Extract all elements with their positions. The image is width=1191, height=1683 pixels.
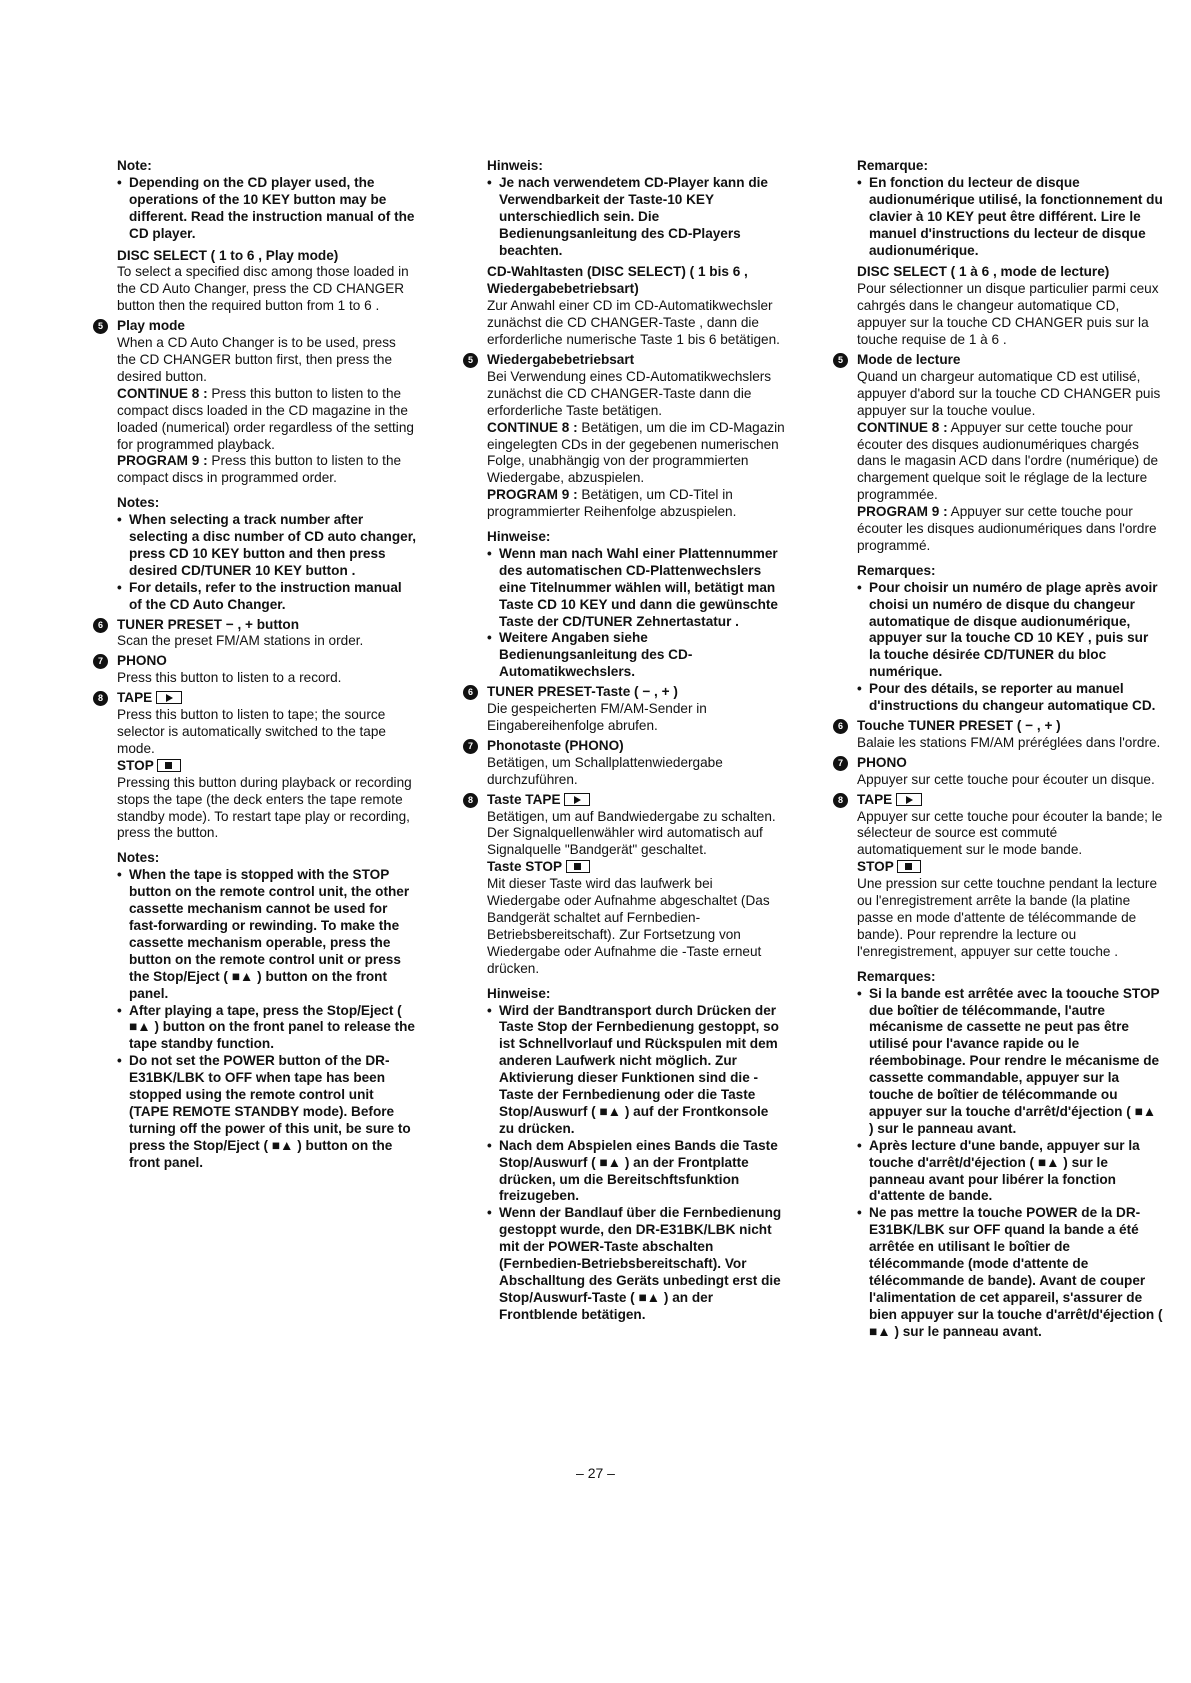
tape-title: Taste TAPE: [487, 791, 561, 807]
play-mode-section: [97, 318, 417, 613]
disc-select-text: Pour sélectionner un disque particulier parmi ceux cahrgés dans le changeur automatique CD, appuyer sur la touche CD CHANGER puis sur la touche requise de 1 à 6 .: [857, 281, 1159, 348]
tuner-preset-section: [97, 616, 417, 651]
notes-item: • Nach dem Abspielen eines Bands die Taste Stop/Auswurf ( ■▲ ) an der Frontplatte drücken, um die Bereitschftsfunktion freizugeben.: [487, 1138, 787, 1206]
stop-title: STOP: [117, 757, 154, 773]
phono-text: Appuyer sur cette touche pour écouter un disque.: [857, 771, 1155, 787]
play-mode-title: Mode de lecture: [857, 351, 961, 367]
note-list: [487, 175, 787, 260]
notes-heading: Hinweise:: [487, 985, 551, 1001]
continue-label: CONTINUE 8 :: [117, 385, 208, 401]
phono-text: Press this button to listen to a record.: [117, 670, 342, 686]
notes-list: [117, 512, 417, 613]
note-item: • Depending on the CD player used, the operations of the 10 KEY button may be different. Read the instruction manual of the CD player.: [117, 175, 417, 243]
tuner-preset-text: Balaie les stations FM/AM préréglées dans l'ordre.: [857, 734, 1161, 750]
play-mode-text: When a CD Auto Changer is to be used, press the CD CHANGER button first, then press the desired button.: [117, 335, 396, 384]
notes-heading: Notes:: [117, 850, 160, 866]
note-item: • Je nach verwendetem CD-Player kann die Verwendbarkeit der Taste-10 KEY unterschiedlich sein. Die Bedienungsanleitung des CD-Players beachten.: [487, 175, 787, 260]
tape-title: TAPE: [857, 791, 893, 807]
tuner-preset-text: Scan the preset FM/AM stations in order.: [117, 633, 364, 649]
tuner-preset-text: Die gespeicherten FM/AM-Sender in Eingabereihenfolge abrufen.: [487, 701, 707, 733]
stop-text: Une pression sur cette touchne pendant la lecture ou l'enregistrement arrête la bande (la platine passe en mode d'attente de télécommande de bande). Pour reprendre la lecture ou l'enregistrement, appuyer sur cette touche .: [857, 876, 1158, 959]
stop-text: Pressing this button during playback or recording stops the tape (the deck enters the tape remote standby mode). To restart tape play or recording, press the button.: [117, 774, 412, 841]
notes-item: • When the tape is stopped with the STOP button on the remote control unit, the other cassette mechanism cannot be used for fast-forwarding or rewinding. To make the cassette mechanism operable, press the button on the remote control unit or press the Stop/Eject ( ■▲ ) button on the front panel.: [117, 867, 417, 1002]
section-number: 5: [463, 353, 478, 368]
note-heading: Hinweis:: [487, 158, 543, 173]
notes-list: [487, 546, 787, 681]
tape-text: Appuyer sur cette touche pour écouter la bande; le sélecteur de source est commuté automatiquement sur le mode bande.: [857, 808, 1163, 858]
play-icon: [156, 691, 182, 704]
tuner-preset-section: [837, 718, 1163, 752]
stop-title: STOP: [857, 859, 894, 875]
section-number: 7: [833, 756, 848, 771]
section-number: 5: [833, 353, 848, 368]
section-number: 8: [93, 691, 108, 706]
continue-text: Appuyer sur cette touche pour écouter des disques audionumériques chargés dans le magasin ACD dans l'ordre (numérique) de chargement quelque soit le réglage de la lecture programmée.: [857, 419, 1159, 503]
note-list: [857, 175, 1163, 260]
program-label: PROGRAM 9 :: [117, 453, 208, 469]
section-number: 6: [93, 618, 108, 633]
section-number: 6: [833, 719, 848, 734]
tuner-preset-title: TUNER PRESET − , + button: [117, 616, 300, 632]
play-icon: [896, 793, 922, 806]
tuner-preset-section: [467, 684, 787, 735]
notes-item: • Pour des détails, se reporter au manuel d'instructions du changeur automatique CD.: [857, 681, 1163, 715]
disc-select-title: CD-Wahltasten (DISC SELECT) ( 1 bis 6 , Wiedergabebetriebsart): [487, 264, 748, 297]
notes-item: • Weitere Angaben siehe Bedienungsanleitung des CD-Automatikwechslers.: [487, 630, 787, 681]
notes-item: • When selecting a track number after selecting a disc number of CD auto changer, press CD 10 KEY button and then press desired CD/TUNER 10 KEY button .: [117, 512, 417, 580]
tape-text: Press this button to listen to tape; the source selector is automatically switched to the tape mode.: [117, 707, 386, 756]
continue-text: Betätigen, um die im CD-Magazin eingelegten CDs in der gegebenen numerischen Folge, unabhängig von der programmierten Wiedergabe, abzuspielen.: [487, 419, 785, 486]
note-heading: Note:: [117, 158, 152, 173]
play-icon: [564, 793, 590, 806]
continue-text: Press this button to listen to the compact discs loaded in the CD magazine in the loaded (numerical) order regardless of the setting for programmed playback.: [117, 385, 414, 452]
notes-list: [857, 580, 1163, 715]
play-mode-title: Wiedergabebetriebsart: [487, 351, 635, 367]
tuner-preset-title: Touche TUNER PRESET ( − , + ): [857, 718, 1061, 733]
phono-text: Betätigen, um Schallplattenwiedergabe durchzuführen.: [487, 754, 723, 787]
stop-text: Mit dieser Taste wird das laufwerk bei Wiedergabe oder Aufnahme abgeschaltet (Das Bandgerät schaltet auf Fernbedien-Betriebsbereitschaft). Zur Fortsetzung von Wiedergabe oder Aufnahme die -Taste erneut drücken.: [487, 876, 770, 976]
play-mode-section: [467, 351, 787, 681]
program-text: Appuyer sur cette touche pour écouter les disques audionumériques dans l'ordre programmé.: [857, 504, 1157, 553]
note-heading: Remarque:: [857, 158, 929, 173]
disc-select-title: DISC SELECT ( 1 à 6 , mode de lecture): [857, 264, 1110, 280]
notes-item: • For details, refer to the instruction manual of the CD Auto Changer.: [117, 580, 417, 614]
stop-icon: [897, 860, 921, 873]
tape-text: Betätigen, um auf Bandwiedergabe zu schalten. Der Signalquellenwähler wird automatisch auf Signalquelle "Bandgerät" geschaltet.: [487, 808, 776, 858]
disc-select-text: Zur Anwahl einer CD im CD-Automatikwechsler zunächst die CD CHANGER-Taste , dann die erforderliche numerische Taste 1 bis 6 betätigen.: [487, 298, 780, 348]
disc-select-title: DISC SELECT ( 1 to 6 , Play mode): [117, 247, 339, 263]
section-number: 7: [93, 654, 108, 669]
tape-title: TAPE: [117, 690, 153, 706]
disc-select-text: To select a specified disc among those loaded in the CD Auto Changer, press the CD CHANGER button then the required button from 1 to 6 .: [117, 264, 409, 314]
continue-label: CONTINUE 8 :: [487, 419, 578, 435]
notes-item: • Pour choisir un numéro de plage après avoir choisi un numéro de disque du changeur automatique de disque audionumérique, appuyer sur la touche CD 10 KEY , puis sur la touche désirée CD/TUNER du bloc numérique.: [857, 580, 1163, 681]
continue-label: CONTINUE 8 :: [857, 419, 948, 435]
stop-title: Taste STOP: [487, 859, 562, 875]
section-number: 7: [463, 739, 478, 754]
section-number: 6: [463, 685, 478, 700]
notes-heading: Remarques:: [857, 562, 936, 578]
french-column: [837, 158, 1163, 1341]
notes-heading: Remarques:: [857, 968, 936, 984]
notes-item: • After playing a tape, press the Stop/Eject ( ■▲ ) button on the front panel to release the tape standby function.: [117, 1003, 417, 1054]
stop-icon: [157, 759, 181, 772]
notes-item: • Do not set the POWER button of the DR-E31BK/LBK to OFF when tape has been stopped using the remote control unit (TAPE REMOTE STANDBY mode). Before turning off the power of this unit, be sure to press the Stop/Eject ( ■▲ ) button on the front panel.: [117, 1053, 417, 1171]
phono-title: PHONO: [857, 754, 907, 770]
play-mode-title: Play mode: [117, 318, 185, 334]
notes-list: [487, 1003, 787, 1324]
phono-section: [467, 737, 787, 789]
phono-title: Phonotaste (PHONO): [487, 737, 624, 753]
phono-section: [97, 653, 417, 687]
tape-section: [467, 791, 787, 1324]
program-label: PROGRAM 9 :: [857, 504, 948, 520]
notes-list: [117, 867, 417, 1171]
notes-item: • Wenn man nach Wahl einer Plattennummer des automatischen CD-Plattenwechslers eine Titelnummer wählen will, betätigt man Taste CD 10 KEY und dann die gewünschte Taste der CD/TUNER Zehnertastatur .: [487, 546, 787, 631]
notes-item: • Wird der Bandtransport durch Drücken der Taste Stop der Fernbedienung gestoppt, so ist Schnellvorlauf und Rückspulen mit dem anderen Laufwerk nicht möglich. Zur Aktivierung dieser Funktionen sind die -Taste der Fernbedienung oder die Taste Stop/Auswurf ( ■▲ ) auf der Frontkonsole zu drücken.: [487, 1003, 787, 1138]
page-number: – 27 –: [576, 1465, 615, 1481]
notes-item: • Si la bande est arrêtée avec la toouche STOP due boîtier de télécommande, l'autre mécanisme de cassette ne peut pas être utilisé pour l'avance rapide ou le réembobinage. Pour rendre le mécanisme de cassette commandable, appuyer sur la touche de boîtier de télécommande ou appuyer sur la touche d'arrêt/d'éjection ( ■▲ ) sur le panneau avant.: [857, 986, 1163, 1138]
notes-heading: Notes:: [117, 495, 160, 511]
program-text: Press this button to listen to the compact discs in programmed order.: [117, 453, 402, 486]
play-mode-text: Bei Verwendung eines CD-Automatikwechslers zunächst die CD CHANGER-Taste dann die erforderliche Taste betätigen.: [487, 368, 772, 418]
section-number: 8: [833, 793, 848, 808]
german-column: [467, 158, 787, 1324]
play-mode-text: Quand un chargeur automatique CD est utilisé, appuyer d'abord sur la touche CD CHANGER puis appuyer sur la touche voulue.: [857, 368, 1161, 418]
notes-item: • Wenn der Bandlauf über die Fernbedienung gestoppt wurde, den DR-E31BK/LBK nicht mit der POWER-Taste abschalten (Fernbedien-Betriebsbereitschaft). Vor Abschalltung des Geräts unbedingt erst die Stop/Auswurf-Taste ( ■▲ ) an der Frontblende betätigen.: [487, 1205, 787, 1323]
section-number: 8: [463, 793, 478, 808]
notes-item: • Après lecture d'une bande, appuyer sur la touche d'arrêt/d'éjection ( ■▲ ) sur le panneau avant pour libérer la fonction d'attente de bande.: [857, 1138, 1163, 1206]
phono-section: [837, 754, 1163, 789]
tuner-preset-title: TUNER PRESET-Taste ( − , + ): [487, 684, 678, 700]
notes-item: • Ne pas mettre la touche POWER de la DR-E31BK/LBK sur OFF quand la bande a été arrêtée en utilisant le boîtier de télécommande (mode d'attente de télécommande de bande). Avant de couper l'alimentation de cet appareil, s'assurer de bien appuyer sur la touche d'arrêt/d'éjection ( ■▲ ) sur le panneau avant.: [857, 1205, 1163, 1340]
tape-section: [97, 690, 417, 1171]
play-mode-section: [837, 351, 1163, 715]
note-list: [117, 175, 417, 243]
program-label: PROGRAM 9 :: [487, 487, 578, 503]
note-item: • En fonction du lecteur de disque audionumérique utilisé, la fonctionnement du clavier à 10 KEY peut être différent. Lire le manuel d'instructions du lecteur de disque audionumérique.: [857, 175, 1163, 260]
section-number: 5: [93, 319, 108, 334]
notes-heading: Hinweise:: [487, 529, 551, 545]
phono-title: PHONO: [117, 653, 167, 669]
english-column: [97, 158, 417, 1172]
tape-section: [837, 791, 1163, 1341]
stop-icon: [566, 860, 590, 873]
notes-list: [857, 986, 1163, 1341]
program-text: Betätigen, um CD-Titel in programmierter Reihenfolge abzuspielen.: [487, 487, 737, 520]
